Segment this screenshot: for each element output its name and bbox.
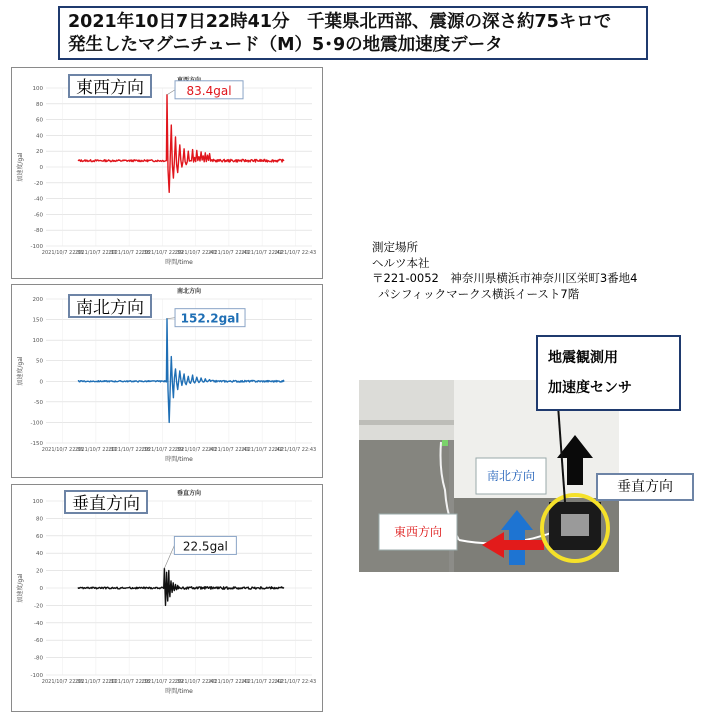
photo-ew-label: 東西方向 [393, 525, 442, 539]
x-tick-label: 2021/10/7 22:36 [41, 679, 84, 685]
series-line [78, 95, 284, 193]
peak-leader [167, 318, 175, 319]
peak-leader [164, 545, 174, 568]
location-place: ヘルツ本社 [372, 255, 430, 270]
y-tick-label: -60 [34, 638, 43, 645]
chart-east-west [11, 67, 323, 279]
y-tick-label: 200 [32, 297, 43, 303]
y-tick-label: -100 [30, 420, 43, 427]
x-tick-label: 2021/10/7 22:43 [274, 447, 317, 453]
x-tick-label: 2021/10/7 22:42 [241, 679, 283, 685]
y-tick-label: 60 [36, 533, 43, 540]
location-info [372, 240, 638, 302]
y-tick-label: -80 [34, 228, 43, 235]
x-tick-label: 2021/10/7 22:41 [208, 679, 250, 685]
y-tick-label: 0 [39, 379, 43, 386]
x-axis-label: 時間/time [165, 456, 193, 463]
y-tick-label: 20 [36, 568, 43, 575]
y-tick-label: 0 [39, 165, 43, 171]
y-axis-label: 加速度/gal [17, 152, 24, 182]
y-tick-label: -20 [34, 180, 43, 187]
x-tick-label: 2021/10/7 22:39 [141, 447, 184, 453]
y-tick-label: 80 [36, 101, 43, 108]
peak-label: 22.5gal [182, 539, 228, 554]
x-tick-label: 2021/10/7 22:42 [241, 250, 283, 256]
chart-east-west-svg [12, 68, 322, 278]
peak-leader [167, 90, 175, 95]
chart-label-vertical: 垂直方向 [64, 490, 148, 514]
y-tick-label: -40 [34, 196, 43, 203]
title-line-1: 2021年10日7日22時41分 千葉県北西部、震源の深さ約75キロで [68, 12, 612, 32]
x-tick-label: 2021/10/7 22:40 [174, 447, 217, 453]
chart-north-south [11, 284, 323, 478]
chart-north-south-svg [12, 285, 322, 477]
x-tick-label: 2021/10/7 22:41 [208, 250, 250, 256]
x-tick-label: 2021/10/7 22:37 [75, 447, 117, 453]
x-tick-label: 2021/10/7 22:36 [41, 250, 84, 256]
location-address: 〒221-0052 神奈川県横浜市神奈川区栄町3番地4 [372, 271, 638, 285]
x-axis-label: 時間/time [165, 259, 193, 266]
y-tick-label: 80 [36, 516, 43, 523]
chart-label-east-west: 東西方向 [68, 74, 152, 98]
location-heading: 測定場所 [372, 240, 418, 254]
y-tick-label: 100 [32, 86, 43, 92]
x-axis-label: 時間/time [165, 688, 193, 695]
y-tick-label: 0 [39, 586, 43, 592]
x-tick-label: 2021/10/7 22:43 [274, 679, 317, 685]
y-tick-label: -20 [34, 603, 43, 610]
chart-label-north-south: 南北方向 [68, 294, 152, 318]
x-tick-label: 2021/10/7 22:39 [141, 250, 184, 256]
y-tick-label: 100 [32, 499, 43, 505]
x-tick-label: 2021/10/7 22:43 [274, 250, 317, 256]
chart-vertical [11, 484, 323, 712]
x-tick-label: 2021/10/7 22:38 [108, 679, 150, 685]
peak-label: 152.2gal [180, 311, 240, 326]
y-tick-label: -50 [34, 399, 43, 406]
photo-ud-label: 垂直方向 [596, 473, 694, 501]
x-tick-label: 2021/10/7 22:38 [108, 447, 150, 453]
photo-ns-label: 南北方向 [486, 469, 535, 483]
y-tick-label: -40 [34, 620, 43, 627]
y-tick-label: 100 [32, 338, 43, 345]
y-tick-label: -100 [30, 673, 43, 679]
title-box [58, 6, 648, 60]
sensor-title-box [536, 335, 681, 411]
y-tick-label: 150 [32, 317, 43, 324]
sensor-title-line-2: 加速度センサ [548, 380, 632, 396]
y-tick-label: 50 [36, 358, 43, 365]
y-tick-label: 60 [36, 117, 43, 124]
x-tick-label: 2021/10/7 22:40 [174, 679, 217, 685]
x-tick-label: 2021/10/7 22:37 [75, 250, 117, 256]
peak-label: 83.4gal [186, 83, 232, 98]
x-tick-label: 2021/10/7 22:39 [141, 679, 184, 685]
title-line-2: 発生したマグニチュード（M）5･9の地震加速度データ [68, 35, 503, 55]
y-axis-label: 加速度/gal [17, 356, 24, 386]
y-tick-label: -80 [34, 655, 43, 662]
x-tick-label: 2021/10/7 22:40 [174, 250, 217, 256]
y-tick-label: 40 [36, 551, 43, 558]
location-building: パシフィックマークス横浜イースト7階 [378, 286, 580, 301]
y-tick-label: -100 [30, 244, 43, 250]
x-tick-label: 2021/10/7 22:41 [208, 447, 250, 453]
series-line [78, 319, 284, 423]
chart-small-title: 南北方向 [176, 288, 202, 295]
y-tick-label: 20 [36, 149, 43, 156]
x-tick-label: 2021/10/7 22:38 [108, 250, 150, 256]
series-line [78, 568, 284, 605]
x-tick-label: 2021/10/7 22:37 [75, 679, 117, 685]
sensor-title-line-1: 地震観測用 [548, 350, 618, 366]
x-tick-label: 2021/10/7 22:36 [41, 447, 84, 453]
y-axis-label: 加速度/gal [17, 573, 24, 603]
chart-small-title: 垂直方向 [176, 490, 202, 497]
chart-vertical-svg [12, 485, 322, 711]
x-tick-label: 2021/10/7 22:42 [241, 447, 283, 453]
y-tick-label: 40 [36, 133, 43, 140]
y-tick-label: -150 [30, 441, 43, 447]
y-tick-label: -60 [34, 212, 43, 219]
